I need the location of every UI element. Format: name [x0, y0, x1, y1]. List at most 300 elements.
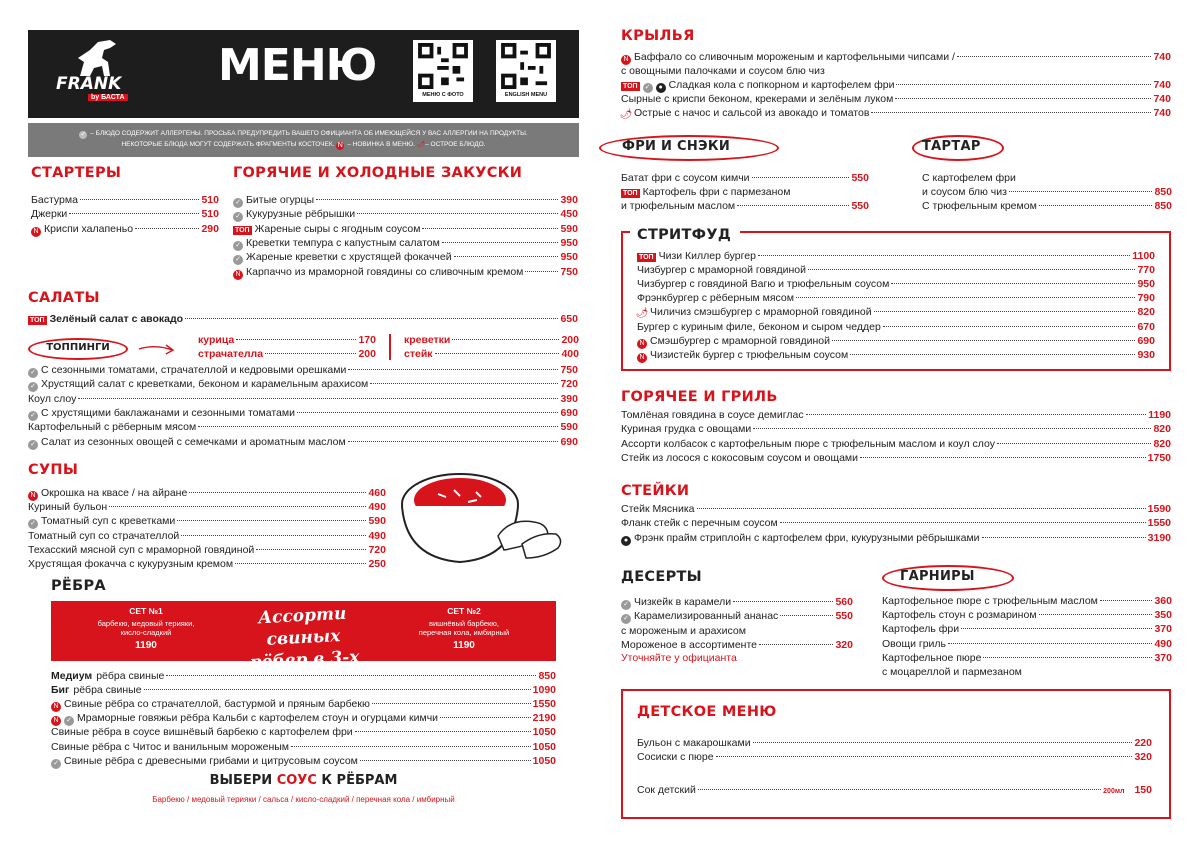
soups-title: СУПЫ — [28, 462, 79, 478]
menu-item[interactable] — [922, 185, 1172, 199]
menu-item-name: Бургер с куриным филе, беконом и сыром чеддер — [637, 320, 881, 333]
allergen-icon: ✓ — [28, 368, 38, 378]
allergen-icon: ✓ — [28, 440, 38, 450]
menu-item[interactable] — [51, 740, 556, 754]
ribs-title: РЁБРА — [51, 578, 106, 594]
allergen-icon: ✓ — [80, 131, 87, 138]
dots — [737, 205, 849, 206]
menu-item[interactable] — [882, 608, 1172, 622]
topping-price: 400 — [561, 348, 579, 360]
dots — [435, 353, 560, 354]
menu-item-name: С картофелем фри — [922, 172, 1016, 184]
menu-item-price: 510 — [201, 208, 219, 221]
menu-item[interactable] — [233, 193, 578, 207]
dinosaur-icon — [50, 38, 140, 78]
dots — [189, 492, 366, 493]
dots — [360, 760, 531, 761]
menu-item-name: Батат фри с соусом кимчи — [621, 172, 750, 184]
menu-item[interactable] — [233, 250, 578, 264]
menu-item[interactable] — [28, 543, 386, 557]
allergen-icon: ✓ — [621, 600, 631, 610]
starters-title: СТАРТЕРЫ — [31, 165, 122, 181]
dots — [166, 675, 536, 676]
kids-juice-volume: 200мл — [1103, 788, 1125, 795]
set1-price: 1190 — [135, 640, 157, 651]
toppings-divider — [389, 334, 391, 360]
menu-item-price: 740 — [1153, 79, 1171, 92]
allergen-icon: ✓ — [28, 382, 38, 392]
menu-item[interactable] — [882, 637, 1172, 651]
dots — [780, 522, 1146, 523]
allergen-icon: ✓ — [28, 411, 38, 421]
dots — [997, 443, 1152, 444]
allergen-icon: ✓ — [621, 614, 631, 624]
menu-item[interactable] — [621, 609, 853, 623]
new-icon: N — [233, 270, 243, 280]
menu-item[interactable] — [51, 711, 556, 725]
menu-item[interactable] — [28, 435, 578, 449]
dots — [780, 615, 833, 616]
allergen-icon: ✓ — [233, 255, 243, 265]
menu-item-name: Картофель фри с пармезаном — [642, 186, 791, 199]
menu-item-name: Фрэнк прайм стриплойн с картофелем фри, кукурузными рёбрышками — [634, 531, 980, 544]
dots — [109, 506, 366, 507]
allergen-note — [28, 123, 579, 157]
menu-item[interactable] — [621, 638, 853, 652]
qr-english-icon — [500, 43, 552, 89]
set1-desc1: барбекю, медовый терияки, — [97, 619, 195, 628]
qr-photo-label: МЕНЮ С ФОТО — [422, 92, 464, 98]
menu-item-name: Фланк стейк с перечным соусом — [621, 517, 778, 530]
menu-item-price: 1100 — [1132, 250, 1155, 262]
dots — [452, 339, 559, 340]
menu-item-price: 550 — [851, 200, 869, 213]
menu-item-price: 2190 — [532, 712, 556, 725]
new-icon: N — [51, 702, 61, 712]
menu-item[interactable] — [233, 222, 578, 236]
menu-item-size: Биг — [51, 684, 70, 697]
menu-item-name: Томатный суп со страчателлой — [28, 529, 180, 542]
new-icon: N — [637, 353, 647, 363]
qr-code-photo[interactable] — [413, 40, 473, 102]
menu-item-name: Коул слоу — [28, 392, 77, 405]
menu-item[interactable] — [28, 392, 578, 406]
dots — [883, 326, 1136, 327]
new-icon: N — [621, 55, 631, 65]
desserts-note: Уточняйте у официанта — [621, 652, 737, 664]
set2-price: 1190 — [453, 640, 475, 651]
allergen-icon: ✓ — [28, 519, 38, 529]
menu-item[interactable] — [922, 199, 1172, 213]
menu-item[interactable] — [28, 377, 578, 391]
allergen-icon: ✓ — [51, 759, 61, 769]
dots — [422, 228, 558, 229]
menu-item-price: 450 — [560, 208, 578, 221]
menu-item-price: 1550 — [532, 698, 556, 711]
allergen-icon: ✓ — [233, 241, 243, 251]
menu-item-name: рёбра свиные — [73, 684, 142, 697]
allergen-icon: ✓ — [233, 198, 243, 208]
menu-item[interactable] — [621, 64, 1171, 78]
spicy-note: – ОСТРОЕ БЛЮДО. — [425, 141, 486, 148]
menu-item-name: Мороженое в ассортименте — [621, 638, 757, 651]
menu-title: МЕНЮ — [218, 40, 377, 91]
menu-item-price: 390 — [560, 194, 578, 206]
fries-title: ФРИ И СНЭКИ — [622, 139, 730, 154]
menu-item-price: 250 — [368, 558, 386, 570]
menu-item[interactable] — [637, 305, 1155, 319]
dots — [442, 242, 559, 243]
menu-item[interactable] — [882, 665, 1172, 679]
menu-item-name: рёбра свиные — [96, 670, 165, 682]
menu-item-price: 510 — [201, 194, 219, 206]
new-note: – НОВИНКА В МЕНЮ. — [347, 141, 416, 148]
menu-item-name: Картофель стоун с розмарином — [882, 609, 1037, 622]
menu-item-name: с мороженым и арахисом — [621, 624, 746, 637]
menu-item[interactable] — [51, 754, 556, 768]
menu-item-price: 740 — [1153, 93, 1171, 106]
arrow-icon — [138, 342, 176, 356]
menu-item-name: Окрошка на квасе / на айране — [41, 487, 188, 499]
qr-photo-icon — [417, 43, 469, 89]
dots — [78, 398, 558, 399]
topping-item[interactable] — [198, 333, 376, 347]
wings-title: КРЫЛЬЯ — [621, 28, 695, 44]
menu-item[interactable] — [637, 249, 1155, 263]
menu-item-name: Стейк из лосося с кокосовым соусом и овощами — [621, 451, 859, 464]
menu-item[interactable] — [621, 171, 869, 185]
menu-item[interactable] — [233, 265, 578, 279]
dots — [697, 508, 1146, 509]
kids-juice-name: Сок детский — [637, 784, 696, 796]
menu-item-price: 590 — [368, 515, 386, 528]
menu-item-price: 1090 — [532, 684, 556, 697]
dots — [357, 213, 558, 214]
sauce-title-a: ВЫБЕРИ — [209, 773, 273, 788]
menu-item[interactable] — [28, 363, 578, 377]
top-badge: ТОП — [30, 317, 45, 324]
menu-item[interactable] — [621, 422, 1171, 436]
menu-item-name: Кукурузные рёбрышки — [246, 208, 356, 221]
dots — [235, 563, 366, 564]
set1-title: СЕТ №1 — [129, 606, 163, 616]
menu-item-price: 850 — [1154, 200, 1172, 213]
menu-item-price: 720 — [560, 378, 578, 391]
menu-item-name: и трюфельным маслом — [621, 200, 736, 213]
menu-item[interactable] — [882, 594, 1172, 608]
dots — [850, 354, 1135, 355]
menu-item[interactable] — [28, 486, 386, 500]
menu-item-price: 490 — [1154, 637, 1172, 650]
grill-title: ГОРЯЧЕЕ И ГРИЛЬ — [621, 389, 778, 405]
menu-item[interactable] — [28, 557, 386, 571]
menu-item[interactable] — [28, 529, 386, 543]
menu-item-price: 1050 — [532, 754, 556, 767]
kids-title: ДЕТСКОЕ МЕНЮ — [637, 704, 777, 720]
menu-item-price: 290 — [201, 222, 219, 235]
dots — [440, 717, 531, 718]
menu-item-name: Овощи гриль — [882, 637, 947, 650]
menu-item[interactable] — [637, 277, 1155, 291]
salad-featured-price: 650 — [560, 313, 578, 325]
top-badge: ТОП — [623, 83, 638, 91]
salads-title: САЛАТЫ — [28, 290, 100, 306]
menu-item[interactable] — [28, 420, 578, 434]
menu-item-name: Картофельный с рёберным мясом — [28, 421, 197, 434]
menu-item-price: 770 — [1137, 264, 1155, 277]
menu-item-name: Чизбургер с говядиной Вагю и трюфельным соусом — [637, 278, 890, 291]
menu-item[interactable] — [233, 236, 578, 250]
kids-juice[interactable] — [637, 783, 1152, 797]
dots — [1039, 614, 1153, 615]
menu-item[interactable] — [51, 669, 556, 683]
menu-item-name: Картофельное пюре — [882, 651, 982, 664]
menu-item-name: Сосиски с пюре — [637, 751, 714, 764]
menu-item-price: 950 — [560, 251, 578, 264]
menu-item-price: 720 — [368, 543, 386, 556]
dots — [185, 318, 558, 319]
menu-item-name: с овощными палочками и соусом блю чиз — [621, 65, 825, 78]
menu-item-name: Стейк Мясника — [621, 503, 695, 515]
menu-item[interactable] — [51, 725, 556, 739]
menu-item[interactable] — [637, 263, 1155, 277]
menu-item-name: Смэшбургер с мраморной говядиной — [650, 334, 830, 347]
menu-item-price: 820 — [1153, 437, 1171, 450]
menu-item-name: Свиные рёбра в соусе вишнёвый барбекю с картофелем фри — [51, 726, 353, 739]
menu-item-price: 670 — [1137, 320, 1155, 333]
dots — [316, 199, 558, 200]
dots — [177, 520, 366, 521]
dots — [983, 657, 1152, 658]
menu-item-price: 3190 — [1147, 531, 1171, 544]
menu-item[interactable] — [31, 222, 219, 236]
menu-item[interactable] — [233, 207, 578, 221]
menu-item[interactable] — [621, 185, 869, 199]
dots — [733, 601, 833, 602]
menu-item-price: 370 — [1154, 651, 1172, 664]
menu-item[interactable] — [621, 106, 1171, 120]
menu-item-name: Криспи халапеньо — [44, 222, 134, 235]
dots — [372, 703, 531, 704]
menu-item[interactable] — [882, 651, 1172, 665]
spicy-icon: 🌶 — [619, 109, 633, 121]
dots — [895, 98, 1151, 99]
dots — [1039, 205, 1153, 206]
menu-item-price: 590 — [560, 421, 578, 434]
menu-item-price: 1190 — [1148, 409, 1171, 421]
dots — [832, 340, 1135, 341]
set2-desc2: перечная кола, имбирный — [418, 628, 510, 637]
menu-item-name: Ассорти колбасок с картофельным пюре с трюфельным маслом и коул слоу — [621, 437, 995, 450]
menu-item-name: Жареные креветки с хрустящей фокаччей — [246, 251, 452, 264]
menu-item-name: Томатный суп с креветками — [41, 515, 176, 528]
dots — [891, 283, 1135, 284]
menu-item-name: Техасский мясной суп с мраморной говядиной — [28, 543, 255, 556]
spicy-icon: 🌶 — [635, 308, 649, 320]
topping-price: 200 — [561, 334, 579, 346]
allergen-icon: ✓ — [64, 716, 74, 726]
kids-juice-price: 150 — [1134, 784, 1152, 796]
menu-item-price: 390 — [560, 392, 578, 405]
set1 — [51, 606, 241, 651]
menu-item[interactable] — [28, 406, 578, 420]
menu-item-name: Хрустящий салат с креветками, беконом и карамельным арахисом — [41, 378, 369, 391]
dots — [698, 789, 1101, 790]
dots — [716, 756, 1133, 757]
dots — [80, 199, 200, 200]
spicy-icon: 🌶 — [416, 141, 426, 148]
menu-item[interactable] — [621, 502, 1171, 516]
dots — [256, 549, 366, 550]
dots — [871, 112, 1151, 113]
menu-item-price: 460 — [368, 487, 386, 499]
brand-sub: by БАСТА — [88, 94, 128, 101]
topping-item[interactable] — [198, 347, 376, 361]
dots — [236, 339, 356, 340]
menu-item-price: 690 — [560, 406, 578, 419]
topping-price: 200 — [358, 348, 376, 360]
dots — [957, 56, 1152, 57]
dots — [291, 746, 531, 747]
soup-illustration-icon — [398, 462, 566, 574]
topping-name: креветки — [404, 334, 451, 346]
dots — [796, 297, 1135, 298]
garnish-title: ГАРНИРЫ — [900, 569, 975, 584]
menu-item[interactable] — [637, 291, 1155, 305]
qr-code-english[interactable] — [496, 40, 556, 102]
dots — [144, 689, 531, 690]
dots — [860, 457, 1146, 458]
new-icon: N — [637, 339, 647, 349]
qr-english-label: ENGLISH MENU — [504, 92, 548, 98]
set2-title: СЕТ №2 — [447, 606, 481, 616]
menu-item-name: Чизкейк в карамели — [634, 596, 732, 608]
menu-item-price: 790 — [1137, 292, 1155, 305]
menu-item[interactable] — [637, 750, 1152, 764]
salad-featured[interactable] — [28, 312, 578, 326]
new-icon: N — [337, 142, 343, 149]
menu-item-name: С сезонными томатами, страчателлой и кедровыми орешками — [41, 364, 347, 376]
menu-item-size: Медиум — [51, 670, 93, 682]
menu-item-name: с моцареллой и пармезаном — [882, 666, 1022, 678]
menu-item[interactable] — [621, 531, 1171, 545]
dots — [759, 644, 833, 645]
topping-name: курица — [198, 334, 235, 346]
menu-item[interactable] — [621, 92, 1171, 106]
dots — [135, 228, 199, 229]
menu-item[interactable] — [882, 622, 1172, 636]
menu-item-name: Картофель фри — [882, 623, 960, 636]
menu-item-name: Салат из сезонных овощей с семечками и ароматным маслом — [41, 435, 346, 448]
menu-item-price: 1750 — [1147, 451, 1171, 464]
menu-item-name: С трюфельным кремом — [922, 200, 1037, 213]
menu-item-name: Картофельное пюре с трюфельным маслом — [882, 595, 1098, 607]
menu-item-price: 850 — [538, 670, 556, 682]
menu-item-name: Жареные сыры с ягодным соусом — [254, 222, 421, 235]
menu-item-name: Чизбургер с мраморной говядиной — [637, 264, 806, 277]
new-icon: N — [31, 227, 41, 237]
topping-item[interactable] — [404, 333, 579, 347]
menu-item[interactable] — [51, 683, 556, 697]
menu-item[interactable] — [621, 78, 1171, 92]
menu-item[interactable] — [621, 624, 853, 638]
topping-item[interactable] — [404, 347, 579, 361]
menu-item-price: 740 — [1153, 51, 1171, 63]
dots — [265, 353, 356, 354]
menu-item[interactable] — [31, 193, 219, 207]
dots — [948, 643, 1152, 644]
menu-item-name: Бульон с макарошками — [637, 737, 751, 749]
tartar-title: ТАРТАР — [922, 139, 981, 154]
menu-item[interactable] — [621, 50, 1171, 64]
dots — [982, 537, 1146, 538]
steaks-title: СТЕЙКИ — [621, 483, 690, 499]
dots — [355, 731, 531, 732]
menu-item-price: 350 — [1154, 609, 1172, 622]
menu-item-name: Острые с начос и сальсой из авокадо и томатов — [634, 107, 870, 120]
menu-item-name: Креветки темпура с капустным салатом — [246, 236, 440, 249]
menu-item-price: 360 — [1154, 595, 1172, 607]
menu-item[interactable] — [28, 500, 386, 514]
menu-item-name: Томлёная говядина в соусе демиглас — [621, 409, 804, 421]
menu-item[interactable] — [51, 697, 556, 711]
dots — [1009, 191, 1153, 192]
menu-item-price: 550 — [851, 172, 869, 184]
bomb-icon: ● — [656, 83, 666, 93]
menu-item[interactable] — [621, 595, 853, 609]
menu-item[interactable] — [621, 516, 1171, 530]
menu-item[interactable] — [621, 199, 869, 213]
menu-item[interactable] — [637, 320, 1155, 334]
topping-name: страчателла — [198, 348, 264, 360]
menu-item-name: Джерки — [31, 208, 68, 221]
top-badge: ТОП — [639, 254, 654, 261]
dots — [348, 369, 558, 370]
menu-item-price: 320 — [1134, 751, 1152, 764]
allergen-icon: ✓ — [233, 212, 243, 222]
menu-item-price: 690 — [560, 435, 578, 448]
menu-item-price: 490 — [368, 501, 386, 514]
sauce-title-c: К РЁБРАМ — [321, 773, 398, 788]
dots — [525, 271, 558, 272]
dots — [806, 414, 1147, 415]
topping-name: стейк — [404, 348, 433, 360]
dots — [69, 213, 199, 214]
top-badge: ТОП — [623, 190, 638, 198]
menu-item-name: Чиличиз смэшбургер с мраморной говядиной — [650, 306, 872, 319]
dots — [752, 177, 850, 178]
dots — [348, 441, 559, 442]
menu-item[interactable] — [621, 451, 1171, 465]
dots — [370, 383, 558, 384]
menu-item-price: 750 — [560, 364, 578, 376]
menu-item[interactable] — [637, 348, 1155, 362]
dots — [758, 255, 1130, 256]
menu-item[interactable] — [621, 437, 1171, 451]
dots — [198, 426, 558, 427]
dots — [297, 412, 559, 413]
menu-item[interactable] — [28, 514, 386, 528]
menu-item[interactable] — [922, 171, 1172, 185]
dots — [753, 742, 1133, 743]
menu-item[interactable] — [31, 207, 219, 221]
menu-item-price: 220 — [1134, 737, 1152, 749]
menu-item-price: 820 — [1153, 423, 1171, 436]
menu-item[interactable] — [621, 408, 1171, 422]
allergen-line2: НЕКОТОРЫЕ БЛЮДА МОГУТ СОДЕРЖАТЬ ФРАГМЕНТЫ КОСТОЧЕК. — [121, 141, 335, 148]
menu-item[interactable] — [637, 736, 1152, 750]
menu-item[interactable] — [637, 334, 1155, 348]
